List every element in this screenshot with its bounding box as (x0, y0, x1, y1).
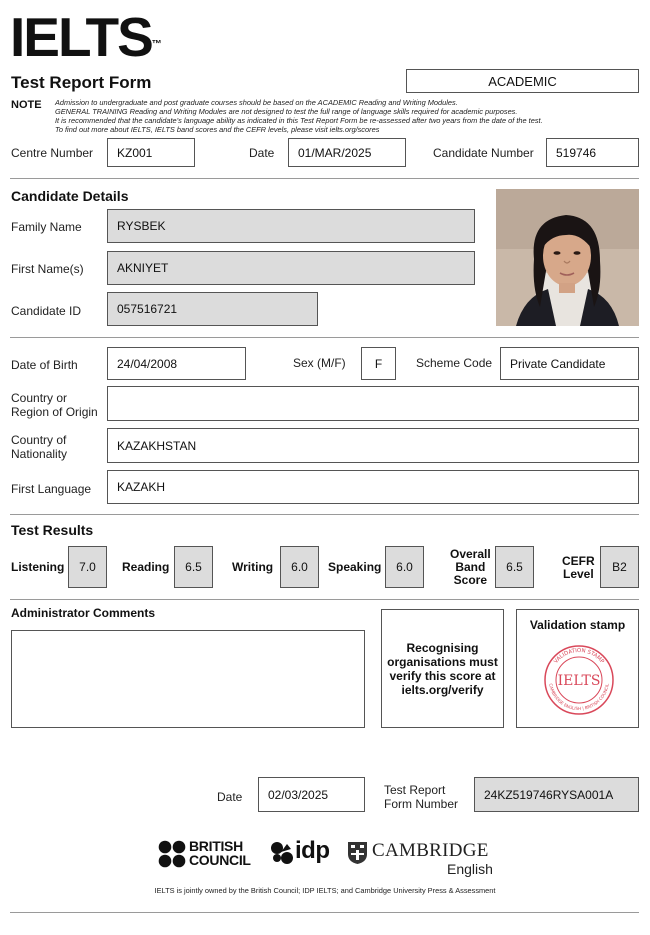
writing-label: Writing (232, 560, 274, 574)
country-origin-label: Country or Region of Origin (11, 391, 98, 419)
centre-number-label: Centre Number (11, 146, 94, 160)
sex-label: Sex (M/F) (293, 356, 346, 370)
note-line-4: To find out more about IELTS, IELTS band scores and the CEFR levels, please visit ielts.org/scores (55, 125, 380, 134)
divider (10, 514, 639, 515)
first-language-label: First Language (11, 482, 92, 496)
writing-score: 6.0 (280, 546, 319, 588)
listening-label: Listening (11, 560, 65, 574)
cambridge-text: CAMBRIDGE (372, 840, 489, 861)
svg-text:VALIDATION STAMP: VALIDATION STAMP (553, 647, 605, 665)
scheme-code-field: Private Candidate (500, 347, 639, 380)
trf-number-field: 24KZ519746RYSA001A (474, 777, 639, 812)
candidate-photo-illustration (496, 189, 639, 326)
module-box: ACADEMIC (406, 69, 639, 93)
sex-field: F (361, 347, 396, 380)
listening-score: 7.0 (68, 546, 107, 588)
reading-label: Reading (122, 560, 170, 574)
dob-field: 24/04/2008 (107, 347, 246, 380)
note-label: NOTE (11, 99, 42, 111)
english-text: English (447, 861, 493, 877)
scheme-code-label: Scheme Code (416, 356, 493, 370)
centre-number-field: KZ001 (107, 138, 195, 167)
admin-comments-field (11, 630, 365, 728)
candidate-number-field: 519746 (546, 138, 639, 167)
candidate-details-heading: Candidate Details (11, 188, 129, 204)
divider (10, 912, 639, 913)
note-line-1: Admission to undergraduate and post graduate courses should be based on the ACADEMIC Reading and Writing Modules. (55, 98, 458, 107)
test-date-label: Date (249, 146, 275, 160)
candidate-id-field: 057516721 (107, 292, 318, 326)
cefr-level-label: CEFR Level (562, 554, 595, 581)
speaking-label: Speaking (328, 560, 382, 574)
family-name-field: RYSBEK (107, 209, 475, 243)
candidate-id-label: Candidate ID (11, 304, 82, 318)
dob-label: Date of Birth (11, 358, 78, 372)
british-council-text: BRITISH COUNCIL (189, 838, 251, 868)
first-name-label: First Name(s) (11, 262, 84, 276)
first-language-field: KAZAKH (107, 470, 639, 504)
ielts-logo: IELTS™ (10, 6, 162, 68)
admin-comments-label: Administrator Comments (11, 606, 156, 620)
nationality-label: Country of Nationality (11, 433, 68, 461)
issue-date-field: 02/03/2025 (258, 777, 365, 812)
british-council-dots-icon (158, 840, 186, 868)
verify-box: Recognising organisations must verify this score at ielts.org/verify (381, 609, 504, 728)
cambridge-logo (347, 840, 497, 880)
speaking-score: 6.0 (385, 546, 424, 588)
trf-number-label: Test Report Form Number (384, 783, 459, 811)
note-line-3: It is recommended that the candidate’s language ability as indicated in this Test Report Form be re-assessed after two years from the date of the test. (55, 116, 543, 125)
first-name-field: AKNIYET (107, 251, 475, 285)
svg-text:CAMBRIDGE ENGLISH | BRITISH CO: CAMBRIDGE ENGLISH | BRITISH COUNCIL (548, 683, 610, 712)
cefr-level-score: B2 (600, 546, 639, 588)
idp-text: idp (295, 837, 330, 864)
divider (10, 599, 639, 600)
divider (10, 178, 639, 179)
issue-date-label: Date (217, 790, 243, 804)
ownership-statement: IELTS is jointly owned by the British Council; IDP IELTS; and Cambridge University Press & Assessment (154, 886, 496, 895)
reading-score: 6.5 (174, 546, 213, 588)
validation-stamp-label: Validation stamp (529, 618, 626, 632)
british-council-logo (158, 840, 258, 868)
overall-band-label: Overall Band Score (450, 547, 491, 587)
candidate-photo (496, 189, 639, 326)
svg-text:IELTS: IELTS (557, 673, 601, 689)
note-line-2: GENERAL TRAINING Reading and Writing Modules are not designed to test the full range of language skills required for academic purposes. (55, 107, 518, 116)
validation-stamp-box (516, 609, 639, 728)
cambridge-shield-icon (347, 841, 368, 865)
overall-band-score: 6.5 (495, 546, 534, 588)
country-origin-field (107, 386, 639, 421)
form-title: Test Report Form (11, 73, 152, 92)
test-date-field: 01/MAR/2025 (288, 138, 406, 167)
candidate-number-label: Candidate Number (433, 146, 534, 160)
nationality-field: KAZAKHSTAN (107, 428, 639, 463)
validation-stamp-icon (543, 641, 615, 719)
idp-logo-icon (269, 840, 295, 866)
test-results-heading: Test Results (11, 522, 94, 538)
divider (10, 337, 639, 338)
idp-logo (269, 838, 331, 868)
family-name-label: Family Name (11, 220, 82, 234)
